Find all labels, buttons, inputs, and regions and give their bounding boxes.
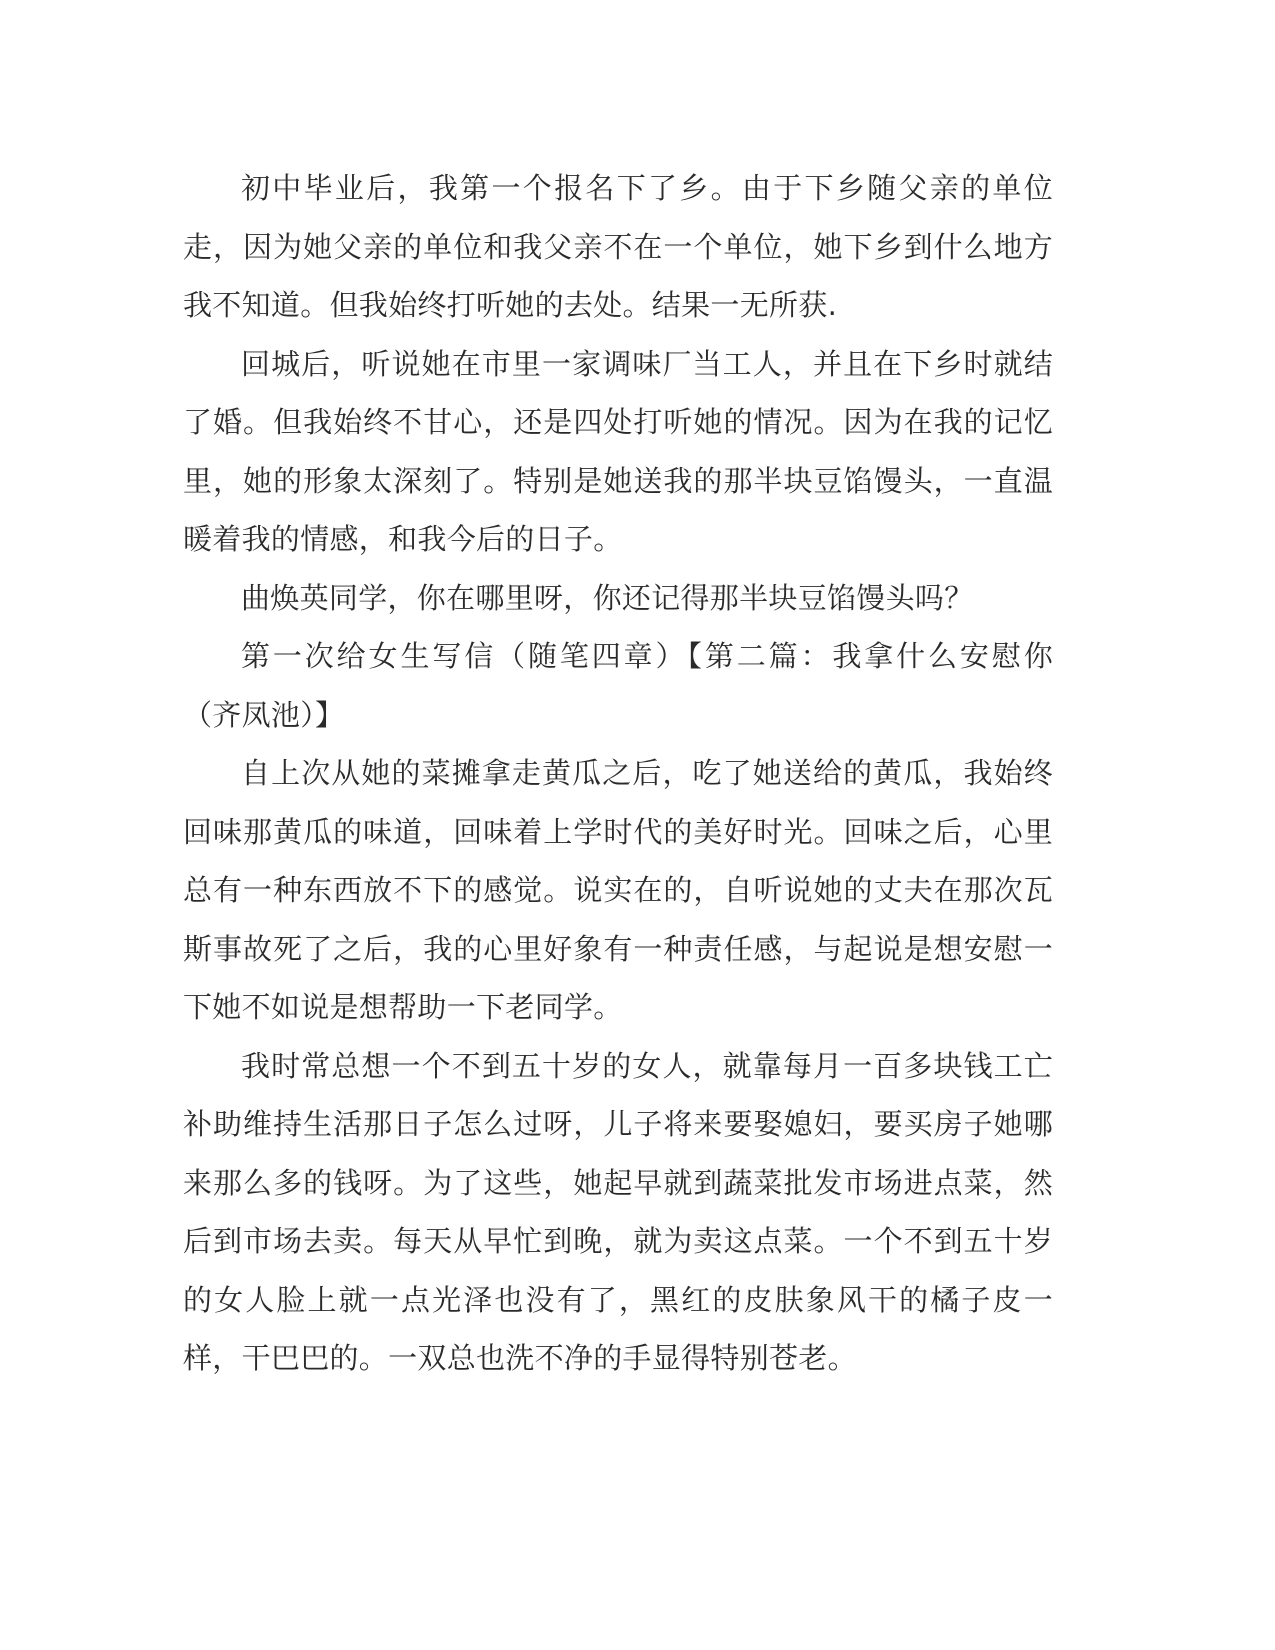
section-heading: 第一次给女生写信（随笔四章）【第二篇：我拿什么安慰你 （齐凤池）】 [183, 639, 1053, 732]
paragraph-graduation: 初中毕业后，我第一个报名下了乡。由于下乡随父亲的单位走，因为她父亲的单位和我父亲不在一个单位，她下乡到什么地方我不知道。但我始终打听她的去处。结果一无所获. [183, 171, 1053, 322]
paragraph-return-to-city: 回城后，听说她在市里一家调味厂当工人，并且在下乡时就结了婚。但我始终不甘心，还是四处打听她的情况。因为在我的记忆里，她的形象太深刻了。特别是她送我的那半块豆馅馒头，一直温暖着我的情感，和我今后的日子。 [183, 346, 1053, 556]
paragraph-question: 曲焕英同学，你在哪里呀，你还记得那半块豆馅馒头吗？ [241, 580, 974, 615]
document-body [183, 159, 1053, 1388]
paragraph-cucumber: 自上次从她的菜摊拿走黄瓜之后，吃了她送给的黄瓜，我始终回味那黄瓜的味道，回味着上学时代的美好时光。回味之后，心里总有一种东西放不下的感觉。说实在的，自听说她的丈夫在那次瓦斯事故死了之后，我的心里好象有一种责任感，与起说是想安慰一下她不如说是想帮助一下老同学。 [183, 756, 1053, 1024]
paragraph-hardship: 我时常总想一个不到五十岁的女人，就靠每月一百多块钱工亡补助维持生活那日子怎么过呀，儿子将来要娶媳妇，要买房子她哪来那么多的钱呀。为了这些，她起早就到蔬菜批发市场进点菜，然后到市场去卖。每天从早忙到晚，就为卖这点菜。一个不到五十岁的女人脸上就一点光泽也没有了，黑红的皮肤象风干的橘子皮一样，干巴巴的。一双总也洗不净的手显得特别苍老。 [183, 1048, 1053, 1375]
